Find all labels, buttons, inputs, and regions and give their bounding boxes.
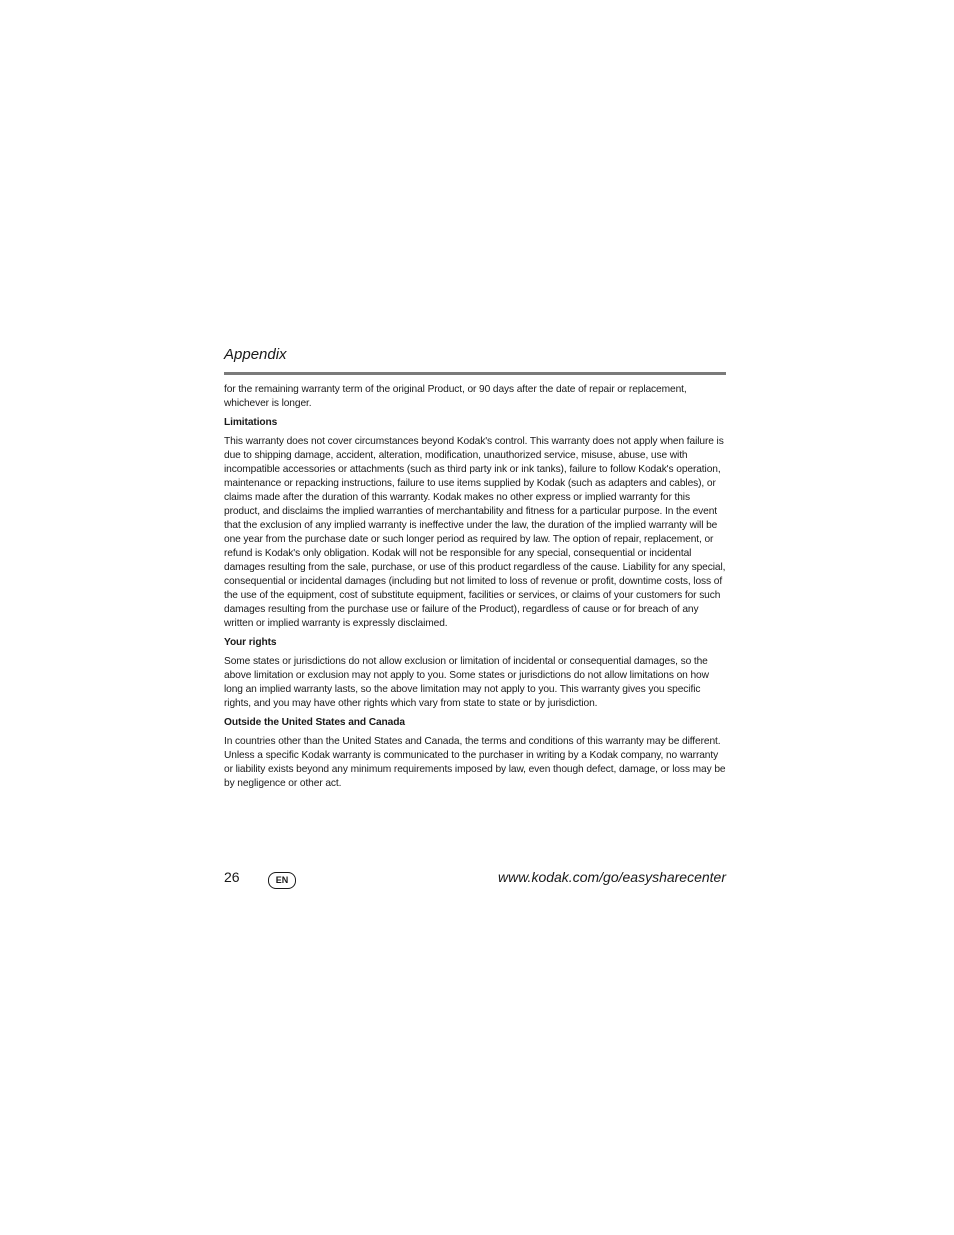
section-title: Appendix: [224, 346, 287, 363]
outside-us-canada-heading: Outside the United States and Canada: [224, 717, 405, 728]
limitations-paragraph: This warranty does not cover circumstances beyond Kodak's control. This warranty does not apply when failure is due to shipping damage, accident, alteration, modification, unauthorized service, misuse, abuse, use with incompatible accessories or attachments (such as third party ink or ink tanks), failure to follow Kodak's operation, maintenance or repacking instructions, failure to use items supplied by Kodak (such as adapters and cables), or claims made after the duration of this warranty. Kodak makes no other express or implied warranty for this product, and disclaims the implied warranties of merchantability and fitness for a particular purpose. In the event that the exclusion of any implied warranty is ineffective under the law, the duration of the implied warranty will be one year from the purchase date or such longer period as required by law. The option of repair, replacement, or refund is Kodak's only obligation. Kodak will not be responsible for any special, consequential or incidental damages resulting from the sale, purchase, or use of this product regardless of the cause. Liability for any special, consequential or incidental damages (including but not limited to loss of revenue or profit, downtime costs, loss of the use of the equipment, cost of substitute equipment, facilities or services, or claims of your customers for such damages resulting from the purchase use or failure of the Product), regardless of cause or for breach of any written or implied warranty is expressly disclaimed.: [224, 436, 726, 629]
header-rule: [224, 372, 726, 375]
outside-us-canada-paragraph: In countries other than the United States and Canada, the terms and conditions of this warranty may be different. Unless a specific Kodak warranty is communicated to the purchaser in writing by a Kodak company, no warranty or liability exists beyond any minimum requirements imposed by law, even though defect, damage, or loss may be by negligence or other act.: [224, 736, 726, 789]
page-number: 26: [224, 869, 240, 885]
document-body: [224, 383, 726, 796]
website-url[interactable]: www.kodak.com/go/easysharecenter: [498, 869, 726, 885]
limitations-heading: Limitations: [224, 417, 278, 428]
language-badge: EN: [268, 872, 296, 889]
your-rights-heading: Your rights: [224, 637, 277, 648]
your-rights-paragraph: Some states or jurisdictions do not allow exclusion or limitation of incidental or consequential damages, so the above limitation or exclusion may not apply to you. Some states or jurisdictions do not allow limitations on how long an implied warranty lasts, so the above limitation may not apply to you. This warranty gives you specific rights, and you may have other rights which vary from state to state or by jurisdiction.: [224, 656, 709, 709]
intro-paragraph: for the remaining warranty term of the original Product, or 90 days after the date of repair or replacement, whichever is longer.: [224, 384, 687, 409]
